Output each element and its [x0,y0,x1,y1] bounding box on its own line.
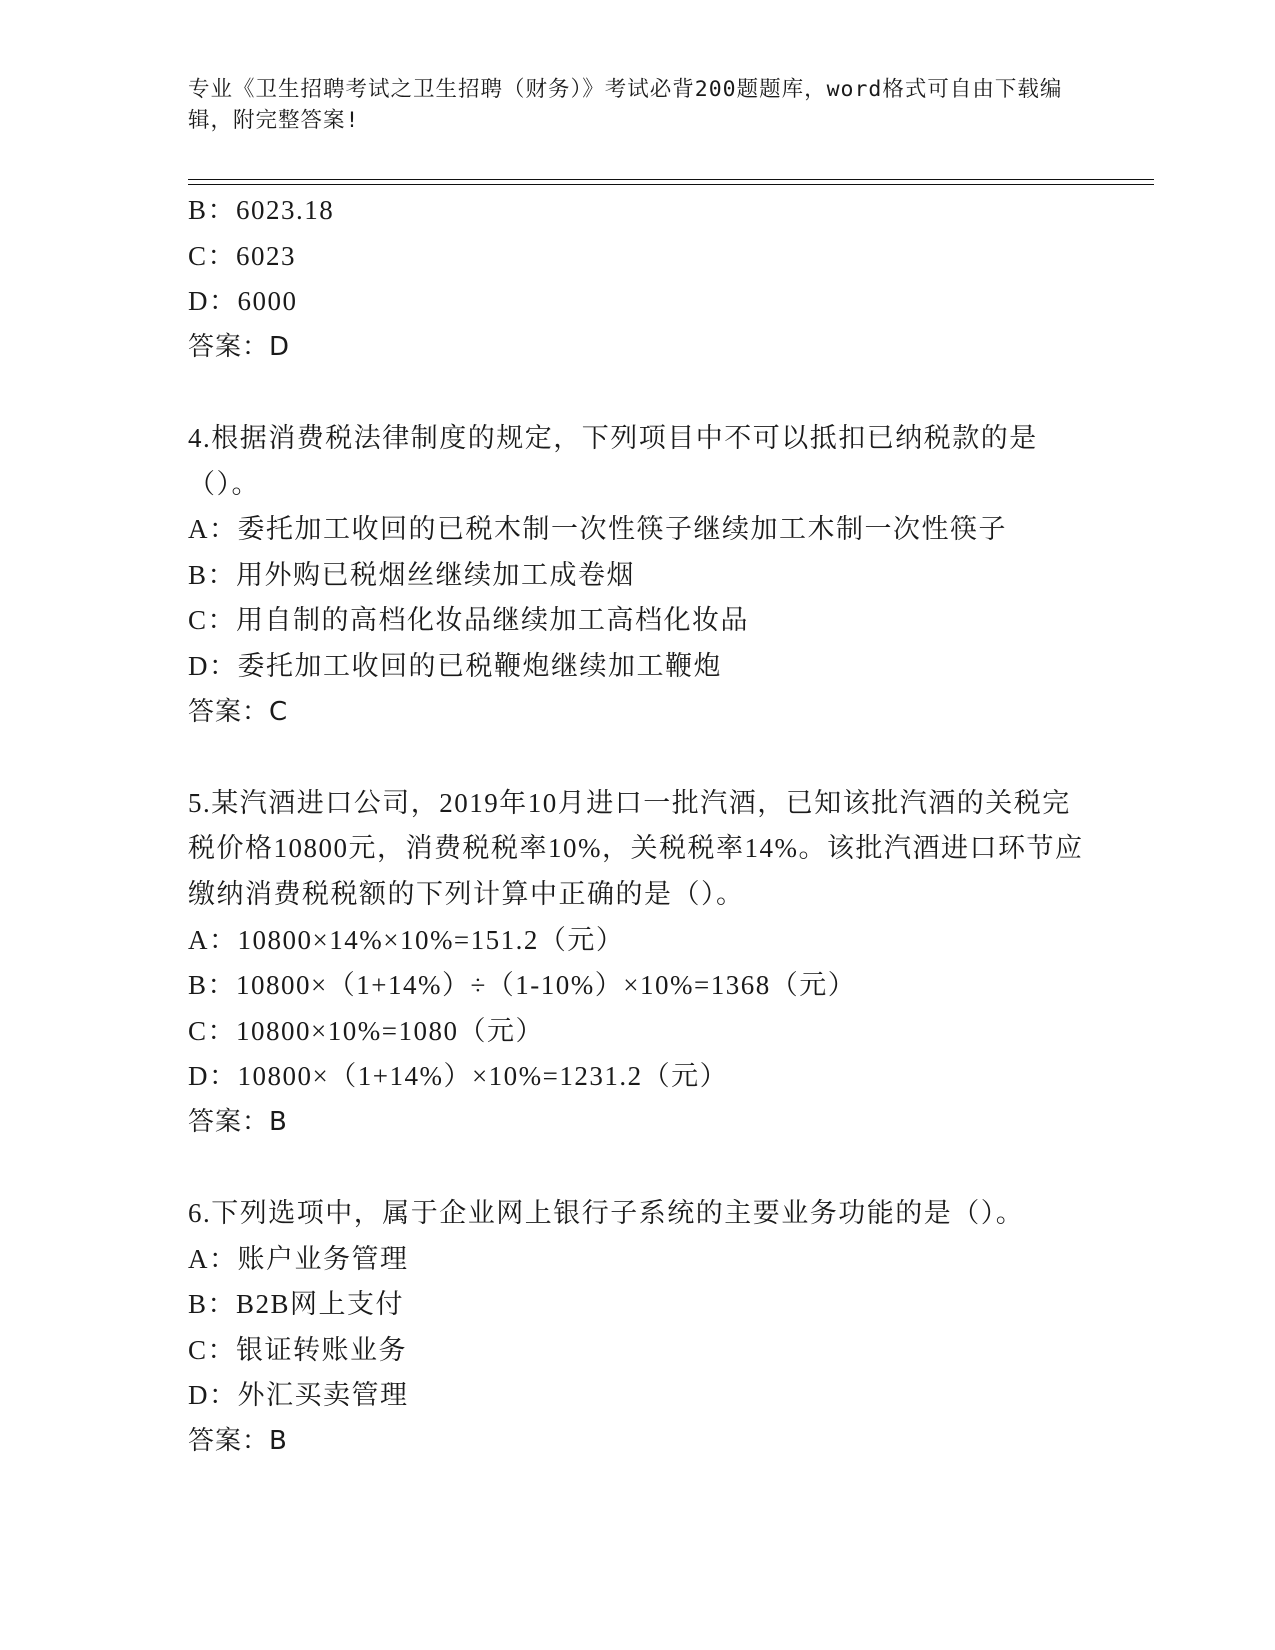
option-d: D：10800×（1+14%）×10%=1231.2（元） [188,1061,729,1092]
question-4 [188,416,1088,735]
question-carryover [188,188,1088,370]
question-stem: 5.某汽酒进口公司，2019年10月进口一批汽酒，已知该批汽酒的关税完税价格10800元，消费税税率10%，关税税率14%。该批汽酒进口环节应缴纳消费税税额的下列计算中正确的是（）。 [188,787,1084,909]
page-header [188,74,1088,136]
option-a: A：10800×14%×10%=151.2（元） [188,924,625,955]
answer: 答案：B [188,1426,288,1457]
question-stem: 4.根据消费税法律制度的规定，下列项目中不可以抵扣已纳税款的是（）。 [188,422,1038,499]
option-b: B：用外购已税烟丝继续加工成卷烟 [188,559,636,590]
option-d: D：外汇买卖管理 [188,1380,409,1411]
option-c: C：6023 [188,240,297,271]
question-6 [188,1191,1088,1465]
answer: 答案：C [188,696,289,727]
option-b: B：B2B网上支付 [188,1289,405,1320]
option-c: C：用自制的高档化妆品继续加工高档化妆品 [188,605,750,636]
spacer [188,370,1088,416]
question-stem: 6.下列选项中，属于企业网上银行子系统的主要业务功能的是（）。 [188,1198,1025,1229]
option-a: A：账户业务管理 [188,1243,409,1274]
header-divider [188,179,1154,180]
option-b: B：6023.18 [188,195,335,225]
option-d: D：委托加工收回的已税鞭炮继续加工鞭炮 [188,650,722,681]
question-5 [188,781,1088,1146]
answer: 答案：D [188,331,291,362]
option-c: C：银证转账业务 [188,1334,408,1365]
spacer [188,735,1088,781]
answer: 答案：B [188,1106,288,1137]
option-c: C：10800×10%=1080（元） [188,1015,544,1046]
document-body [188,188,1088,1465]
header-title: 专业《卫生招聘考试之卫生招聘（财务）》考试必背200题题库，word格式可自由下载编辑，附完整答案! [188,77,1063,133]
spacer [188,1145,1088,1191]
option-d: D：6000 [188,286,298,317]
option-a: A：委托加工收回的已税木制一次性筷子继续加工木制一次性筷子 [188,514,1007,545]
header-divider [188,184,1154,185]
option-b: B：10800×（1+14%）÷（1-10%）×10%=1368（元） [188,970,857,1001]
